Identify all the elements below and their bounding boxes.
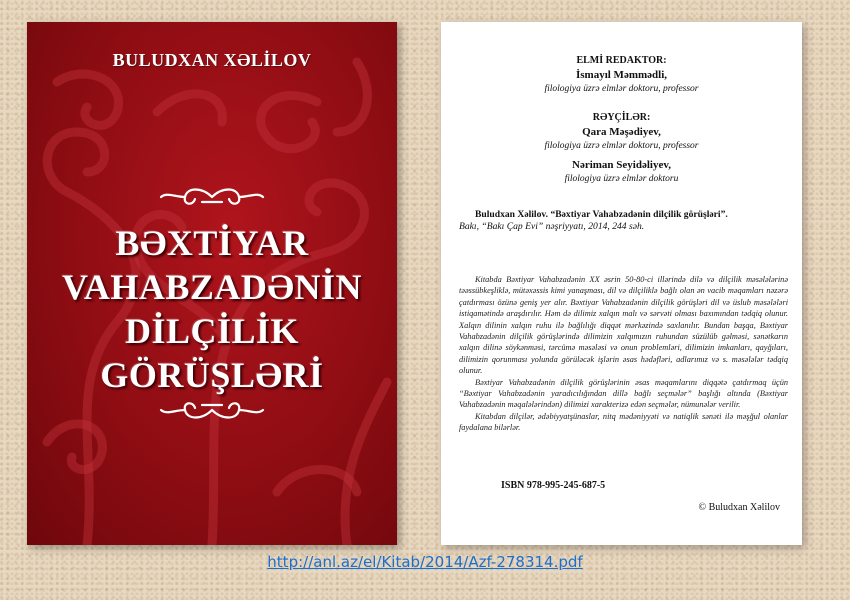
cover-author: BULUDXAN XƏLİLOV <box>112 50 312 70</box>
cover-title-line-4: GÖRÜŞLƏRİ <box>100 355 324 395</box>
cover-ornament-bottom <box>157 397 267 423</box>
editor-name: İsmayıl Məmmədli, <box>575 69 668 81</box>
isbn: ISBN 978-995-245-687-5 <box>501 480 606 491</box>
abstract-paragraph-2: Bəxtiyar Vahabzadənin dilçilik görüşlərinin əsas məqamlarını diqqətə çatdırmaq üçün “Bəxtiyar Vahabzadənin yaradıcılığından dillə bağlı seçmələr” başlığı altında (Bəxtiyar Vahabzadənin məqalələrindən) dilimizi xarakterizə edən seçmələr, nümunələr verilir. <box>459 377 788 410</box>
cover-title-line-1: BƏXTİYAR <box>115 223 309 263</box>
source-pdf-link[interactable]: http://anl.az/el/Kitab/2014/Azf-278314.pdf <box>267 553 583 571</box>
reviewer-1-name: Qara Məşədiyev, <box>582 126 661 138</box>
book-cover <box>27 22 397 545</box>
abstract-paragraph-3: Kitabdan dilçilər, ədəbiyyatşünaslar, nitq mədəniyyəti və natiqlik sənəti ilə məşğul olanlar faydalana bilərlər. <box>459 411 788 433</box>
reviewer-2-degree: filologiya üzrə elmlər doktoru <box>564 174 679 184</box>
book-abstract <box>459 274 788 434</box>
copyright: © Buludxan Xəlilov <box>698 502 780 513</box>
cover-title-line-3: DİLÇİLİK <box>124 311 300 351</box>
cover-title-line-2: VAHABZADƏNİN <box>62 267 362 307</box>
cover-ornament-top <box>157 184 267 210</box>
bibliographic-record <box>459 209 788 233</box>
editor-degree: filologiya üzrə elmlər doktoru, professor <box>544 84 699 94</box>
citation-author-title: Buludxan Xəlilov. “Bəxtiyar Vahabzadənin dilçilik görüşləri”. <box>475 209 728 220</box>
citation-publisher: Bakı, “Bakı Çap Evi” nəşriyyatı, 2014, 244 səh. <box>459 221 645 232</box>
reviewers-label: RƏYÇİLƏR: <box>592 112 651 123</box>
imprint-page <box>441 22 802 545</box>
reviewer-2-name: Nəriman Seyidəliyev, <box>572 159 671 171</box>
abstract-paragraph-1: Kitabda Bəxtiyar Vahabzadənin XX əsrin 50-80-ci illərində dilə və dilçilik məsələlərinə təəssübkeşliklə, mütəxəssis kimi yanaşması, dil və dilçiliklə bağlı olan ən vacib məqamları nəzərə çatdırması özünə geniş yer alır. Bəxtiyar Vahabzadənin dilçilik görüşləri dil və üslub məsələləri istiqamətində araşdırılır. Həm də dilimiz xalqın malı və sərvəti olması baxımından tədqiq olunur. Xalqın dilinin xalqın ruhu ilə bağlılığı diqqət mərkəzində saxlanılır. Bundan başqa, Bəxtiyar Vahabzadənin dilçilik görüşlərində dilimizin xalqımızın ruhundan süzülüb gəlməsi, sənətkarın xalqın dilinə söykənməsi, tərcümə məsələsi və onun problemləri, dilimizin imkanları, qayğıları, dilimizin qorunması yolunda görüləcək işlərin əsas hədəfləri, adlarımız və s. məsələlər tədqiq olunur. <box>459 275 788 376</box>
reviewer-1-degree: filologiya üzrə elmlər doktoru, professor <box>544 141 699 151</box>
editor-label: ELMİ REDAKTOR: <box>576 55 667 66</box>
